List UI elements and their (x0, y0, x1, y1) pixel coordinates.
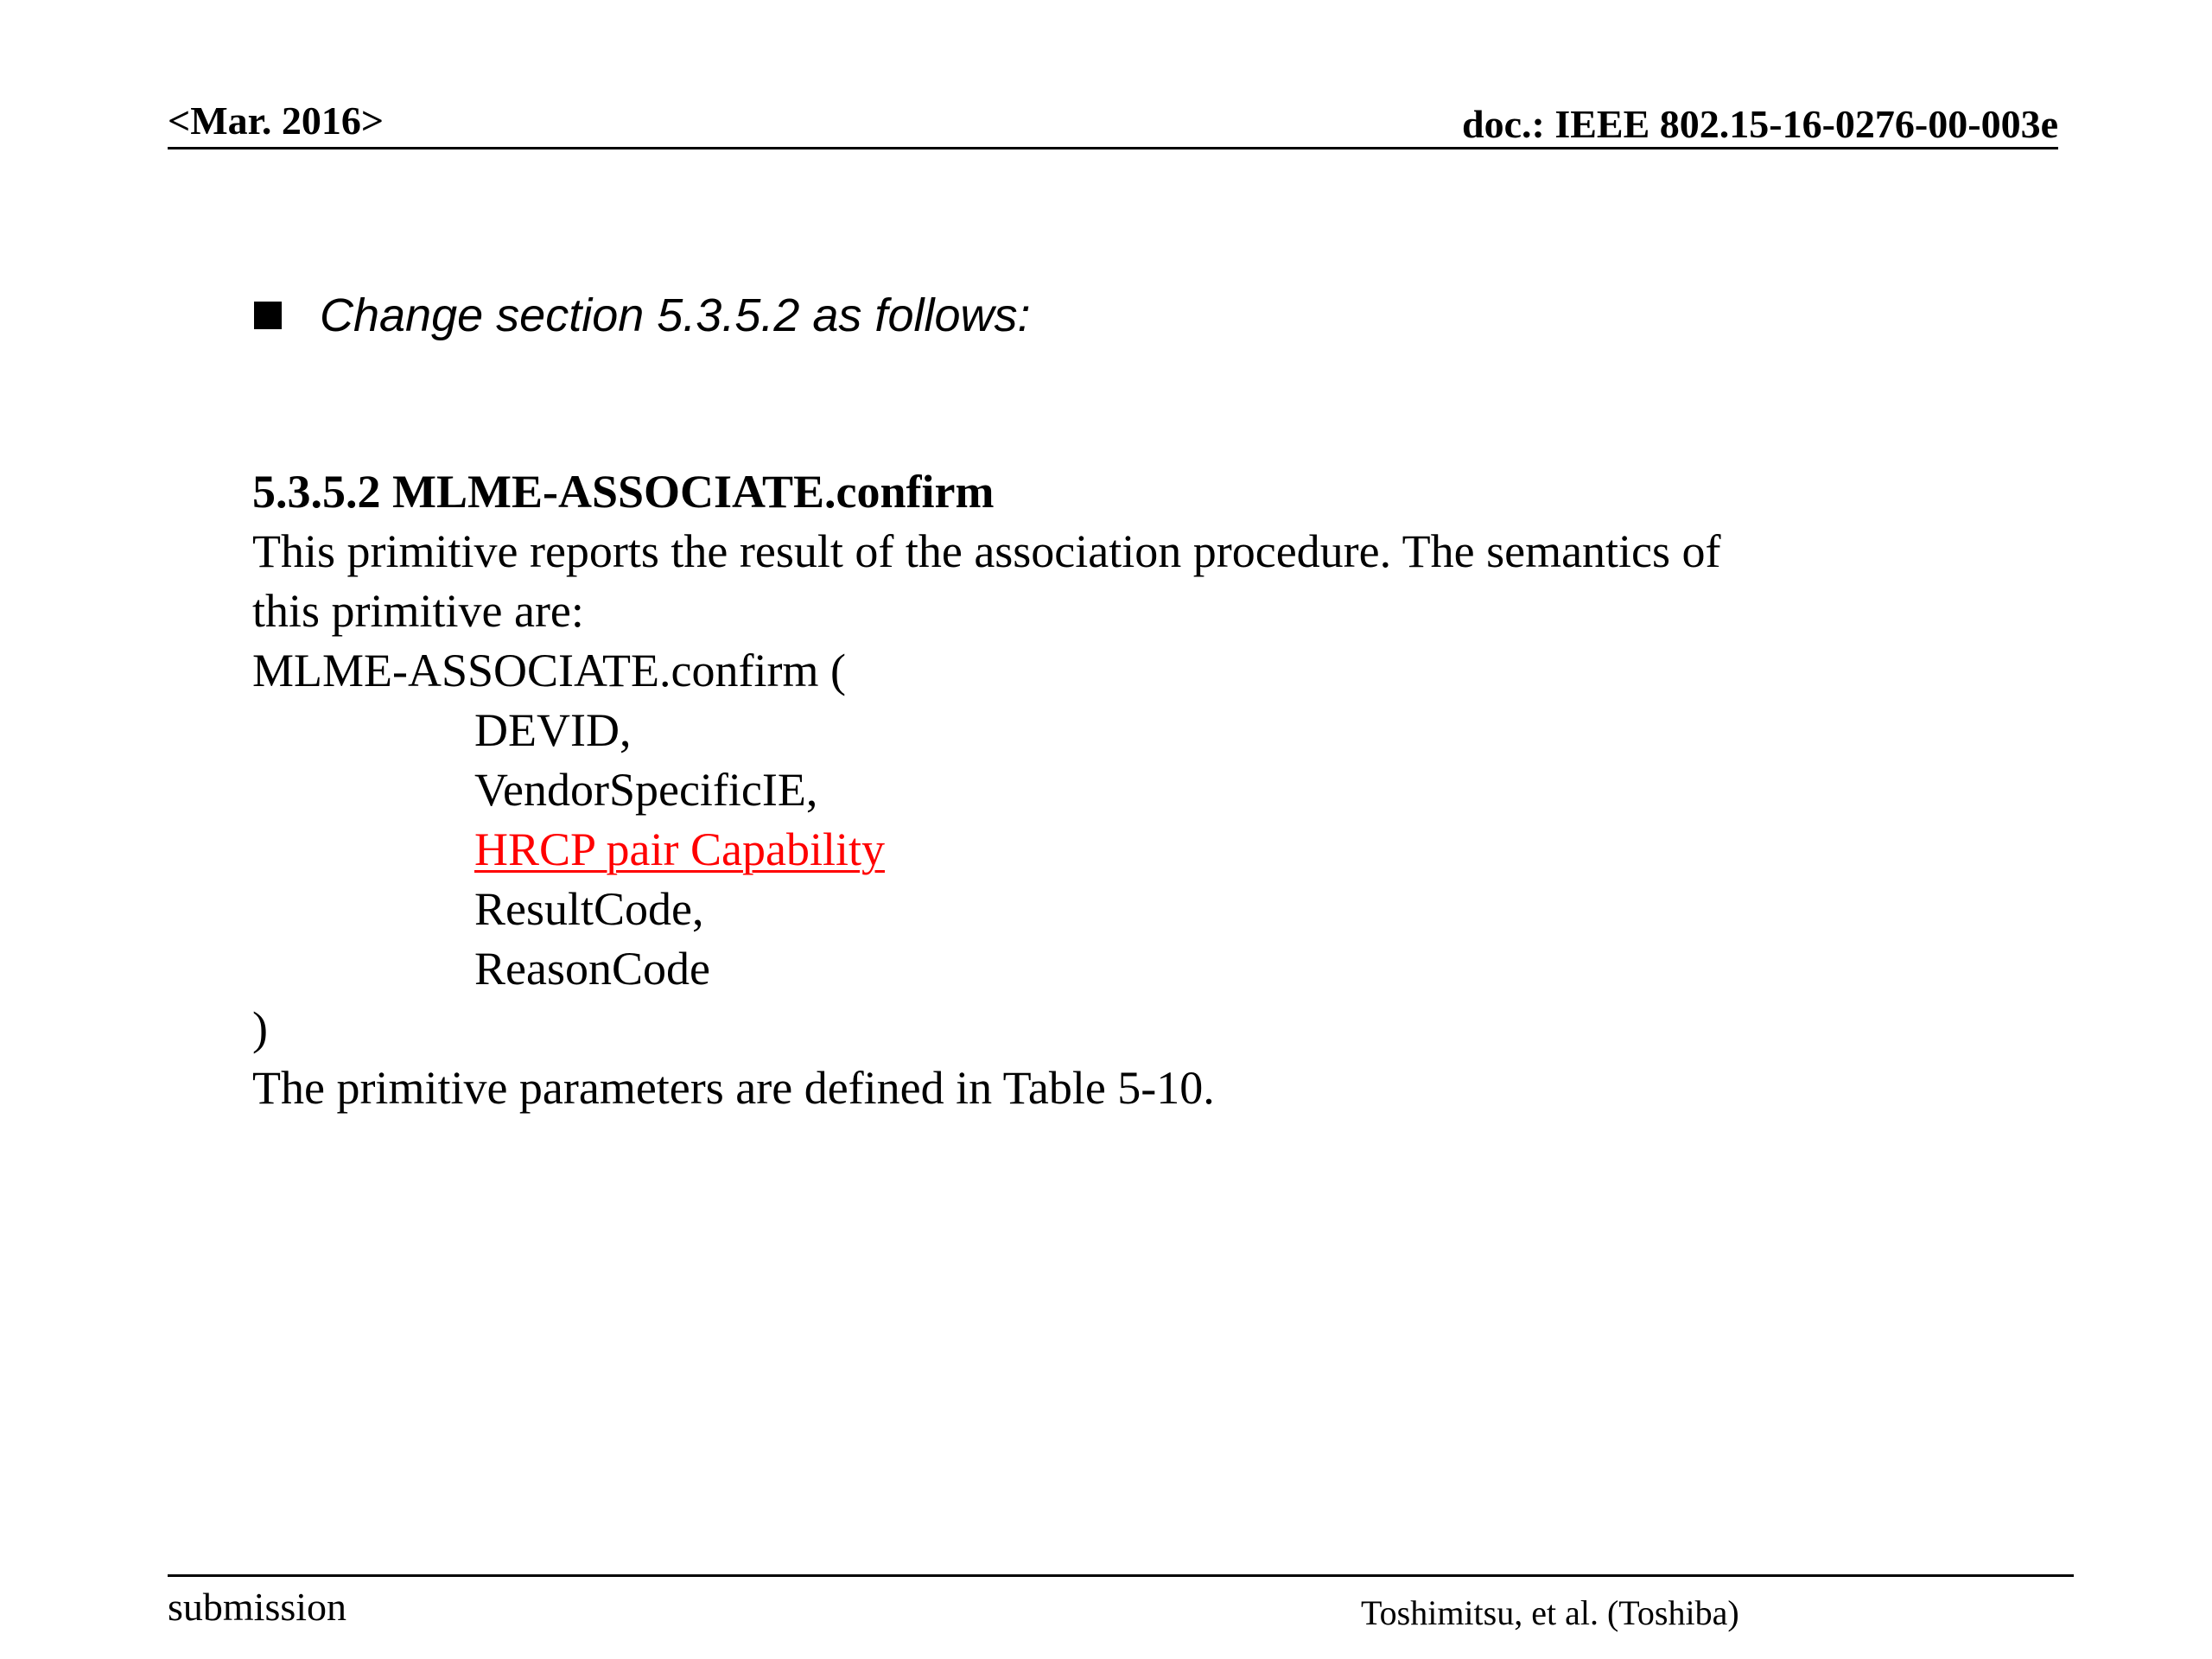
footer-author: Toshimitsu, et al. (Toshiba) (1361, 1593, 1739, 1632)
square-bullet-icon (254, 302, 282, 329)
param-devid: DEVID, (474, 704, 632, 756)
param-result-code: ResultCode, (474, 883, 704, 935)
header-doc-id: doc.: IEEE 802.15-16-0276-00-003e (1462, 102, 2058, 146)
header-divider (168, 147, 2058, 149)
primitive-close: ) (252, 1002, 268, 1054)
header-date: <Mar. 2016> (168, 99, 385, 143)
instruction-text: Change section 5.3.5.2 as follows: (320, 289, 1031, 341)
primitive-open: MLME-ASSOCIATE.confirm ( (252, 645, 846, 696)
closing-text: The primitive parameters are defined in Table 5-10. (252, 1062, 1215, 1114)
footer-divider (168, 1574, 2074, 1577)
description-line-1: This primitive reports the result of the association procedure. The semantics of (252, 525, 1721, 577)
inserted-text: HRCP pair Capability (474, 823, 885, 875)
section-heading: 5.3.5.2 MLME-ASSOCIATE.confirm (252, 466, 995, 518)
instruction-bullet (254, 289, 1031, 342)
param-vendor-specific-ie: VendorSpecificIE, (474, 764, 818, 816)
description-line-2: this primitive are: (252, 585, 584, 637)
param-reason-code: ReasonCode (474, 943, 710, 995)
section-body (252, 462, 1929, 1118)
param-hrcp-pair-capability (252, 820, 1929, 880)
footer-label: submission (168, 1585, 347, 1629)
